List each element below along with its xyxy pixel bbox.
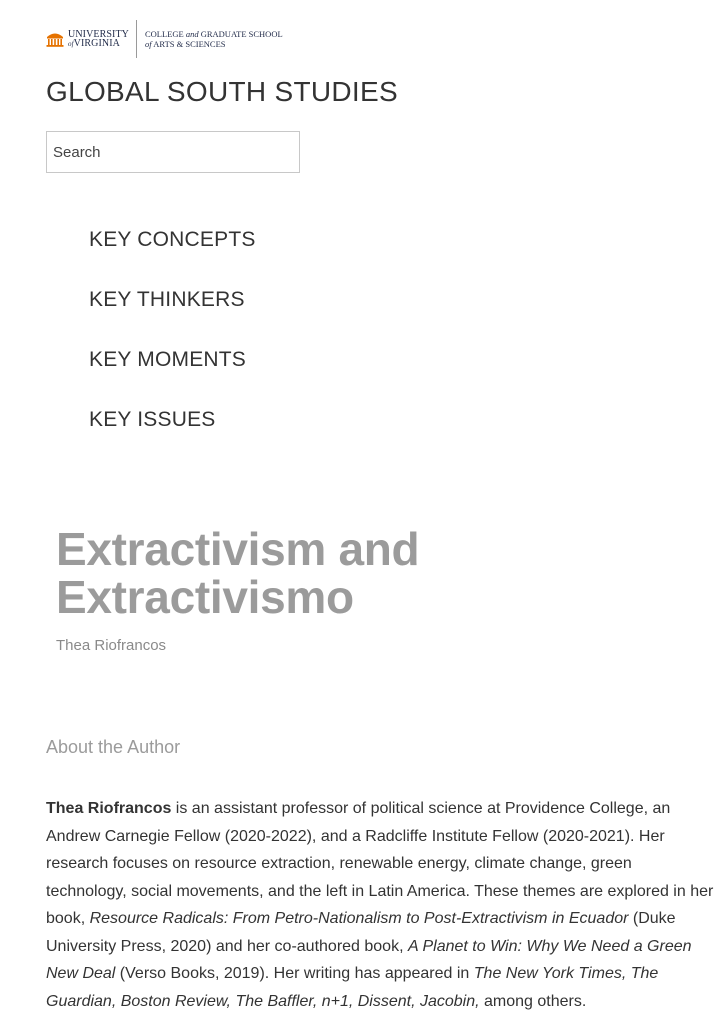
article-author: Thea Riofrancos [56,637,167,654]
uva-logo[interactable] [46,18,283,60]
bio-text-1: is an assistant professor of political science at Providence College, an Andrew Carnegie Fellow (2020-2022), and a Radcliffe Institute Fellow (2020-2021). Her research focuses on resource extraction, renewable energy, climate change, green technology, social movements, and the left in Latin America. These themes are explored in her book, [46,800,714,927]
university-line2: VIRGINIA [73,37,121,49]
bio-text-3: (Verso Books, 2019). Her writing has appeared in [115,965,474,982]
search-input[interactable] [46,131,300,173]
nav-item-key-thinkers[interactable]: KEY THINKERS [89,288,245,311]
bio-text-2: (Duke University Press, 2020) and her co-authored book, [46,910,676,955]
article-title [56,525,616,621]
college-and: and [185,29,199,39]
nav-item-key-concepts[interactable]: KEY CONCEPTS [89,228,256,251]
college-of: of [145,39,152,49]
article-title-line2: Extractivismo [56,571,354,623]
university-of: of [68,39,74,48]
college-name [137,29,283,49]
college-line2: ARTS & SCIENCES [153,39,226,49]
article-title-line1: Extractivism and [56,523,420,575]
nav-item-key-moments[interactable]: KEY MOMENTS [89,348,247,371]
college-line1: COLLEGE [145,29,184,39]
about-author-heading: About the Author [46,737,181,757]
college-line1b: GRADUATE SCHOOL [200,29,283,39]
bio-author-name: Thea Riofrancos [46,800,172,817]
bio-text-4: among others. [479,992,587,1010]
university-name [68,20,137,58]
bio-book-1: Resource Radicals: From Petro-Nationalism to Post-Extractivism in Ecuador [89,910,629,927]
university-line1: UNIVERSITY [68,28,129,40]
author-bio [46,795,714,1015]
rotunda-logo-icon [46,31,64,47]
site-title[interactable]: GLOBAL SOUTH STUDIES [46,76,398,107]
main-nav [89,228,256,468]
bio-outlets: The New York Times, The Guardian, Boston Review, The Baffler, n+1, Dissent, Jacobin, [46,965,659,1010]
bio-book-2: A Planet to Win: Why We Need a Green New Deal [46,937,692,982]
nav-item-key-issues[interactable]: KEY ISSUES [89,408,216,431]
